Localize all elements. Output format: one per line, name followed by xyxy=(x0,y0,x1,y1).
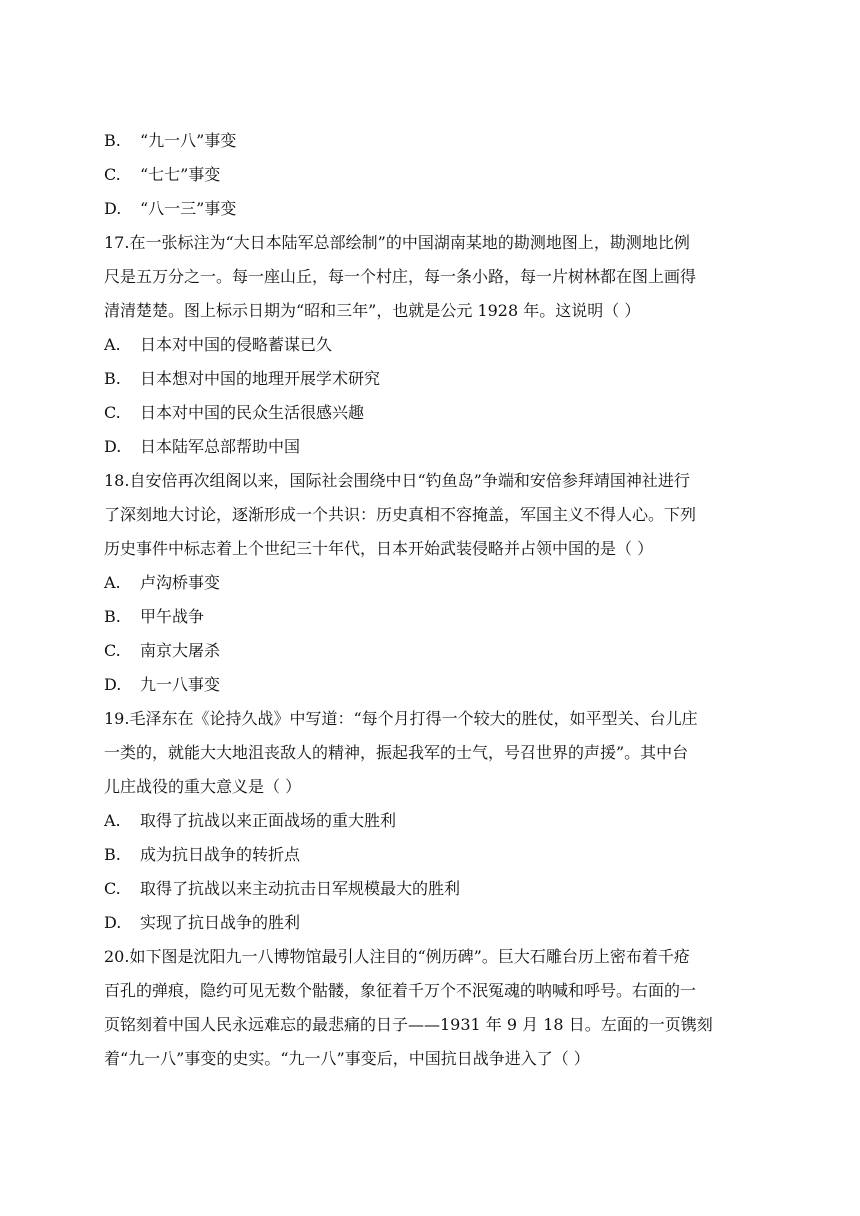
option-letter: C. xyxy=(104,165,121,184)
question-line xyxy=(104,940,764,974)
question-number: 17. xyxy=(104,233,130,252)
question-text xyxy=(104,702,764,804)
question-17 xyxy=(104,226,764,464)
option-letter: A. xyxy=(104,573,121,592)
option-a xyxy=(104,328,764,362)
question-line xyxy=(104,464,764,498)
option-d xyxy=(104,430,764,464)
option-text: 卢沟桥事变 xyxy=(140,573,221,592)
question-line: 历史事件中标志着上个世纪三十年代，日本开始武装侵略并占领中国的是（ ） xyxy=(104,539,654,558)
question-line: 一类的，就能大大地沮丧敌人的精神，振起我军的士气，号召世界的声援”。其中台 xyxy=(104,743,689,762)
question-text xyxy=(104,226,764,328)
option-letter: C. xyxy=(104,641,121,660)
question-line: 清清楚楚。图上标示日期为“昭和三年”，也就是公元 1928 年。这说明（ ） xyxy=(104,301,641,320)
question-line xyxy=(104,226,764,260)
option-text: 日本对中国的侵略蓄谋已久 xyxy=(140,335,333,354)
option-a xyxy=(104,804,764,838)
option-a xyxy=(104,566,764,600)
option-q16-d xyxy=(104,192,764,226)
option-text: 实现了抗日战争的胜利 xyxy=(140,913,301,932)
option-q16-c xyxy=(104,158,764,192)
option-text: 成为抗日战争的转折点 xyxy=(140,845,301,864)
question-line-text: 如下图是沈阳九一八博物馆最引人注目的“例历碑”。巨大石雕台历上密布着千疮 xyxy=(129,947,690,966)
option-letter: B. xyxy=(104,607,121,626)
question-19 xyxy=(104,702,764,940)
question-line: 页铭刻着中国人民永远难忘的最悲痛的日子——1931 年 9 月 18 日。左面的一页镌刻 xyxy=(104,1015,713,1034)
option-letter: A. xyxy=(104,811,121,830)
question-text xyxy=(104,940,764,1076)
option-text: 南京大屠杀 xyxy=(140,641,221,660)
option-letter: B. xyxy=(104,845,121,864)
option-b xyxy=(104,838,764,872)
question-number: 18. xyxy=(104,471,130,490)
option-letter: B. xyxy=(104,131,121,150)
option-letter: D. xyxy=(104,675,122,694)
question-line: 着“九一八”事变的史实。“九一八”事变后，中国抗日战争进入了（ ） xyxy=(104,1049,590,1068)
option-text: “八一三”事变 xyxy=(140,199,237,218)
question-line: 儿庄战役的重大意义是（ ） xyxy=(104,777,302,796)
question-line: 了深刻地大讨论，逐渐形成一个共识：历史真相不容掩盖，军国主义不得人心。下列 xyxy=(104,505,697,524)
option-d xyxy=(104,668,764,702)
option-text: “七七”事变 xyxy=(140,165,221,184)
option-letter: C. xyxy=(104,879,121,898)
question-line-text: 毛泽东在《论持久战》中写道：“每个月打得一个较大的胜仗，如平型关、台儿庄 xyxy=(129,709,698,728)
option-c xyxy=(104,872,764,906)
option-letter: D. xyxy=(104,437,122,456)
option-q16-b xyxy=(104,124,764,158)
question-number: 20. xyxy=(104,947,130,966)
document-page xyxy=(104,124,764,1076)
question-line-text: 自安倍再次组阁以来，国际社会围绕中日“钓鱼岛”争端和安倍参拜靖国神社进行 xyxy=(129,471,690,490)
option-letter: D. xyxy=(104,913,122,932)
option-c xyxy=(104,396,764,430)
option-b xyxy=(104,362,764,396)
option-text: 日本对中国的民众生活很感兴趣 xyxy=(140,403,365,422)
question-20 xyxy=(104,940,764,1076)
option-c xyxy=(104,634,764,668)
question-number: 19. xyxy=(104,709,130,728)
question-line xyxy=(104,702,764,736)
option-letter: A. xyxy=(104,335,121,354)
options-q16 xyxy=(104,124,764,226)
option-letter: B. xyxy=(104,369,121,388)
question-line: 百孔的弹痕，隐约可见无数个骷髅，象征着千万个不泯冤魂的呐喊和呼号。右面的一 xyxy=(104,981,697,1000)
option-text: 日本陆军总部帮助中国 xyxy=(140,437,301,456)
option-text: 九一八事变 xyxy=(140,675,221,694)
question-text xyxy=(104,464,764,566)
option-text: 甲午战争 xyxy=(140,607,205,626)
question-line-text: 在一张标注为“大日本陆军总部绘制”的中国湖南某地的勘测地图上，勘测地比例 xyxy=(129,233,690,252)
option-d xyxy=(104,906,764,940)
option-text: 取得了抗战以来正面战场的重大胜利 xyxy=(140,811,397,830)
option-letter: C. xyxy=(104,403,121,422)
option-text: “九一八”事变 xyxy=(140,131,237,150)
question-18 xyxy=(104,464,764,702)
option-text: 日本想对中国的地理开展学术研究 xyxy=(140,369,381,388)
question-line: 尺是五万分之一。每一座山丘，每一个村庄，每一条小路，每一片树林都在图上画得 xyxy=(104,267,697,286)
option-text: 取得了抗战以来主动抗击日军规模最大的胜利 xyxy=(140,879,461,898)
option-letter: D. xyxy=(104,199,122,218)
option-b xyxy=(104,600,764,634)
